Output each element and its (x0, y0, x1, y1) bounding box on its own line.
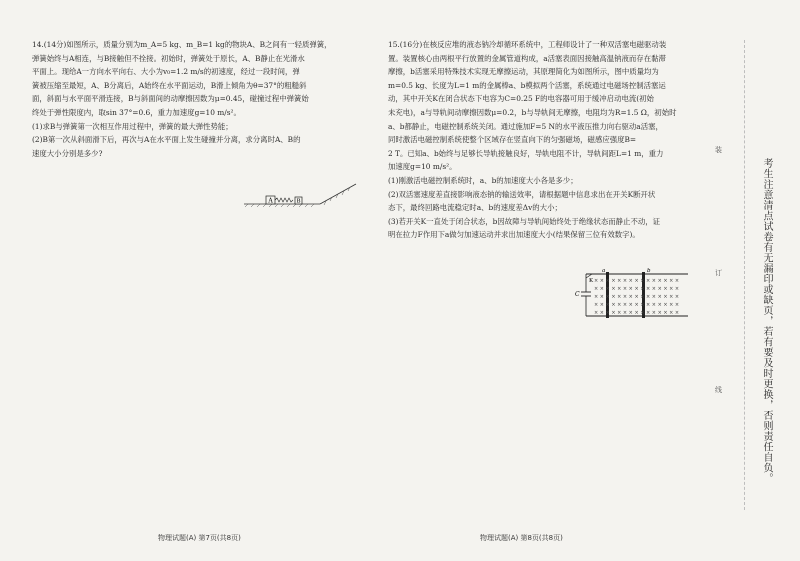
svg-text:× × × × × × × × × × × × × × ×: × × × × × × × × × × × × × × × (594, 310, 680, 316)
spring (275, 198, 293, 202)
svg-text:× × × × × × × × × × × × × × ×: × × × × × × × × × × × × × × × (594, 286, 680, 292)
exam-notice-vertical: 考生注意清点试卷有无漏印或缺页，若有要及时更换，否则责任自负。 (761, 158, 772, 484)
q14-line: 平面上。现给A一方向水平向右、大小为v₀=1.2 m/s的初速度，经过一段时间，弹 (32, 67, 300, 77)
block-b-label: B (296, 198, 301, 205)
q15-line: 态下，最终回路电流稳定时a、b的速度差Δv的大小； (388, 203, 562, 213)
svg-text:× × × × × × × × × × × × × × ×: × × × × × × × × × × × × × × × (594, 278, 680, 284)
binder-mark-ding: 订 (715, 269, 722, 277)
svg-text:× × × × × × × × × × × × × × ×: × × × × × × × × × × × × × × × (594, 302, 680, 308)
q15-subquestion-1: (1)刚激活电磁控制系统时，a、b的加速度大小各是多少； (388, 175, 578, 185)
binder-mark-xian: 线 (715, 386, 722, 394)
q14-line: 簧被压缩至最短，A、B分离后，A始终在水平面运动，B滑上倾角为θ=37°的粗糙斜 (32, 80, 307, 90)
incline-spring-figure (242, 176, 362, 216)
q15-line: 15.(16分)在核反应堆的液态钠冷却循环系统中，工程师设计了一种双活塞电磁驱动装 (388, 40, 667, 49)
q15-line: 同时激活电磁控制系统使整个区域存在竖直向下的匀强磁场，磁感应强度B= (388, 135, 637, 145)
q15-line: 动，其中开关K在闭合状态下电容为C=0.25 F的电容器可用于缓冲启动电流(初始 (388, 94, 654, 104)
q15-line: a、b都静止，电磁控制系统关闭。通过施加F=5 N的水平液压推力向右驱动a活塞， (388, 121, 663, 131)
q14-line: 14.(14分)如图所示，质量分别为m_A=5 kg、m_B=1 kg的物块A、B之间有一轻质弹簧， (32, 40, 332, 49)
rails-magnetic-field-figure (572, 268, 690, 324)
rod-b-label: b (647, 268, 651, 274)
q15-subquestion-3: (3)若开关K一直处于闭合状态，b因故障与导轨间始终处于绝缘状态而静止不动，证 (388, 216, 661, 226)
page-footer-left: 物理试题(A) 第7页(共8页) (158, 534, 241, 542)
q15-subquestion-2: (2)双活塞速度差直接影响液态钠的输送效率，请根据题中信息求出在开关K断开状 (388, 189, 656, 199)
q14-line: 面，斜面与水平面平滑连接，B与斜面间的动摩擦因数为μ=0.45，碰撞过程中弹簧始 (32, 94, 309, 104)
magnetic-field-crosses (594, 278, 679, 316)
svg-text:× × × × × × × × × × × × × × ×: × × × × × × × × × × × × × × × (594, 294, 680, 300)
binder-mark-zhuang: 装 (715, 146, 722, 154)
q14-line: 弹簧始终与A相连，与B接触但不拴接。初始时，弹簧处于原长，A、B静止在光滑水 (32, 53, 305, 63)
q14-subquestion-2: (2)B第一次从斜面滑下后，再次与A在水平面上发生碰撞并分离，求分离时A、B的 (32, 135, 301, 145)
question-14 (32, 38, 368, 160)
capacitor-label: C (575, 291, 580, 298)
binding-line (744, 40, 745, 510)
rod-a-label: a (602, 268, 606, 274)
q15-line: m=0.5 kg、长度为L=1 m的金属棒a、b模拟两个活塞，系统通过电磁场控制活塞运 (388, 80, 666, 90)
q15-line: 2 T。已知a、b始终与足够长导轨接触良好，导轨电阻不计，导轨间距L=1 m，重力 (388, 148, 664, 158)
q15-line: 加速度g=10 m/s²。 (388, 162, 457, 172)
block-a-label: A (268, 197, 273, 205)
q15-line: 置。装置核心由两根平行放置的金属管道构成，a活塞表面因接触高温钠液而存在黏滞 (388, 53, 666, 63)
switch-label: K (589, 278, 594, 284)
q14-line: 速度大小分别是多少? (32, 148, 103, 158)
q14-subquestion-1: (1)求B与弹簧第一次相互作用过程中，弹簧的最大弹性势能； (32, 121, 233, 131)
q15-line: 摩擦，b活塞采用特殊技术实现无摩擦运动，其原理简化为如图所示，图中质量均为 (388, 67, 659, 77)
page-footer-right: 物理试题(A) 第8页(共8页) (480, 534, 563, 542)
question-15 (388, 38, 706, 242)
q15-line: 明在拉力F作用下a做匀加速运动并求出加速度大小(结果保留三位有效数字)。 (388, 230, 640, 240)
q14-line: 终处于弹性限度内，取sin 37°=0.6，重力加速度g=10 m/s²。 (32, 107, 241, 117)
q15-line: 未充电)，a与导轨间动摩擦因数μ=0.2，b与导轨间无摩擦，电阻均为R=1.5 Ω，初始时 (388, 107, 677, 117)
